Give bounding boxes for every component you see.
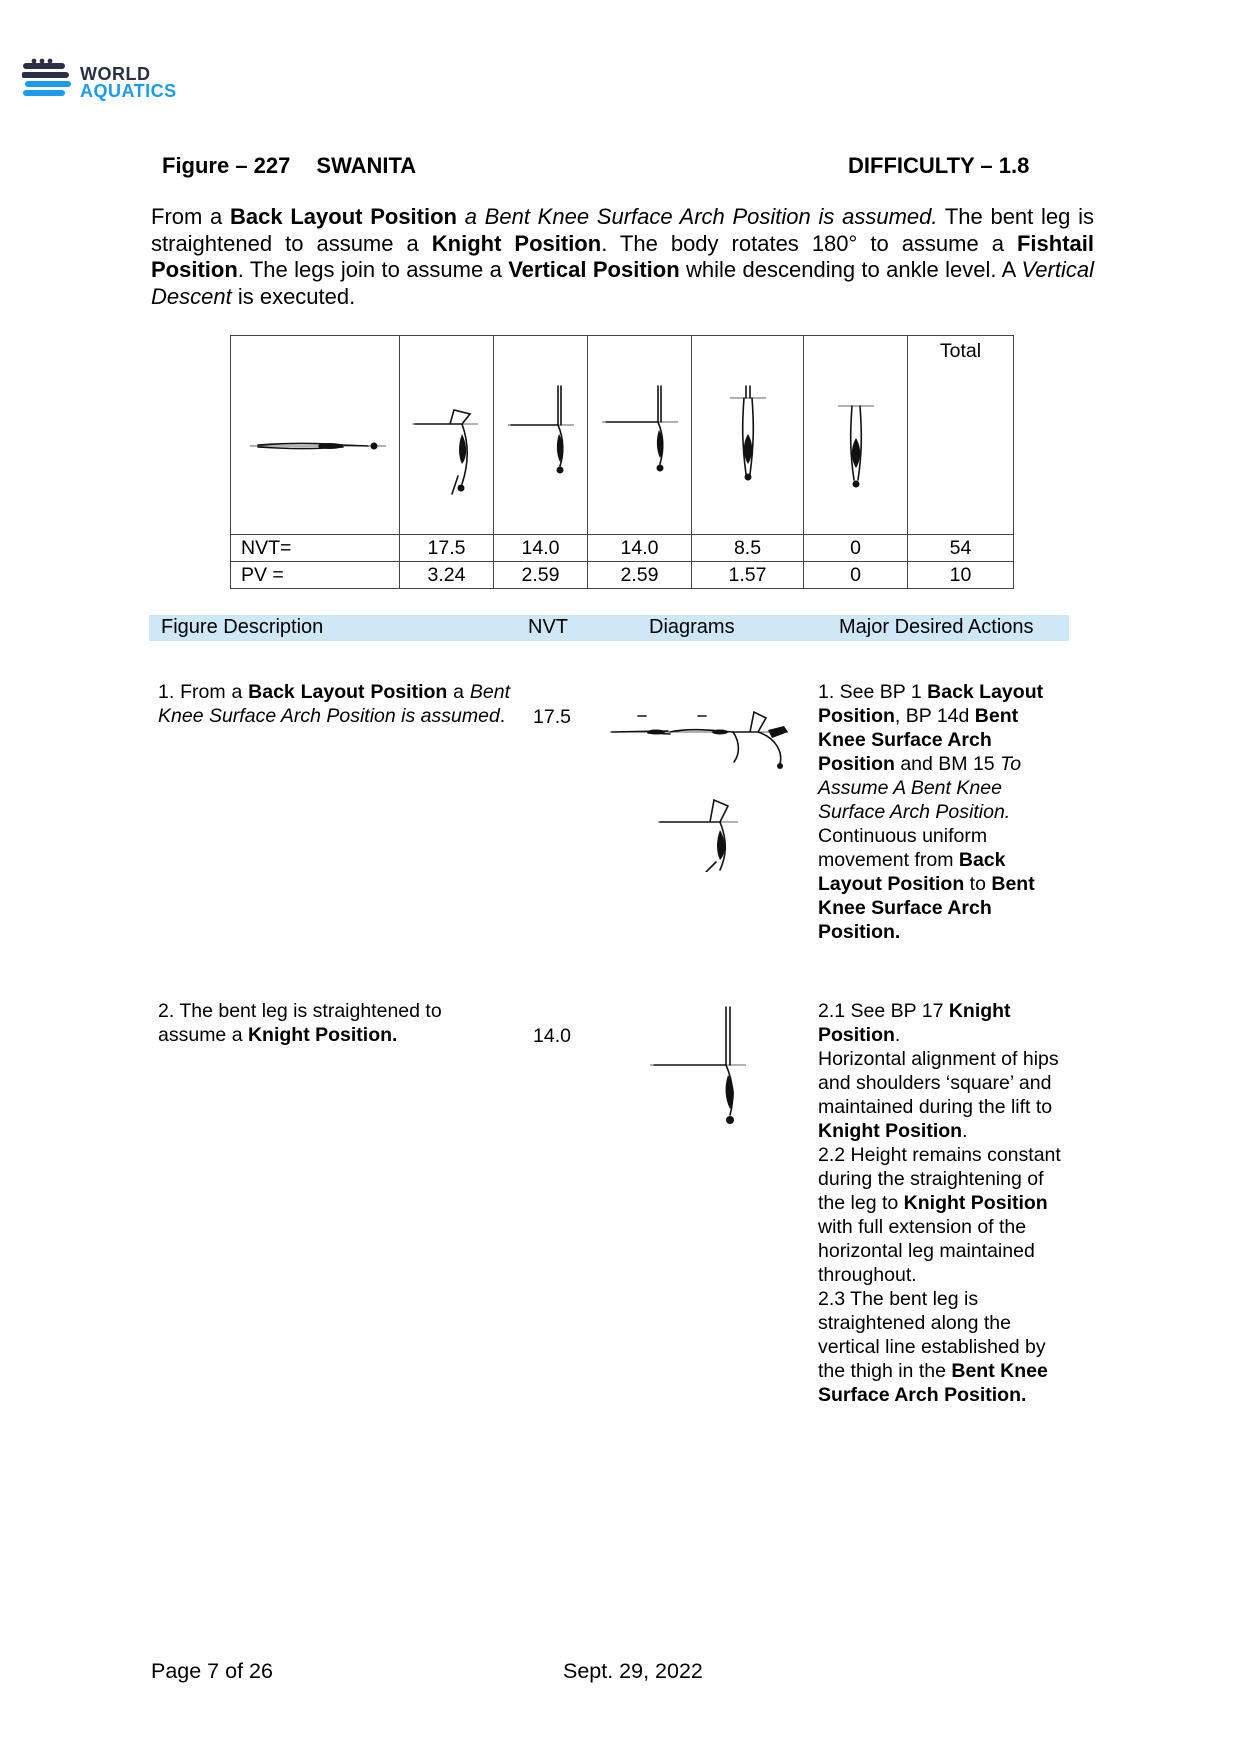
logo-line-2: AQUATICS xyxy=(80,81,177,101)
col-major-desired-actions: Major Desired Actions xyxy=(839,616,1034,638)
nvt-label: NVT= xyxy=(231,535,400,562)
figure-title xyxy=(162,153,416,179)
nvt-cell: 14.0 xyxy=(588,535,692,562)
col-figure-description: Figure Description xyxy=(161,616,324,638)
score-table xyxy=(230,335,1014,589)
row2-knight-diagram-icon xyxy=(648,1005,748,1130)
row2-actions: 2.1 See BP 17 Knight Position. Horizontal alignment of hips and shoulders ‘square’ and maintained during the lift to Knight Position. 2.2 Height remains constant during the straightening of the leg to Knight Position with full extension of the horizontal leg maintained throughout. 2.3 The bent leg is straightened along the vertical line established by the thigh in the Bent Knee Surface Arch Position. xyxy=(818,1000,1061,1406)
pv-cell: 2.59 xyxy=(494,562,588,589)
pv-cell: 0 xyxy=(804,562,908,589)
nvt-cell: 17.5 xyxy=(400,535,494,562)
description-header-band xyxy=(149,615,1069,641)
diagram-cell-knight-1 xyxy=(494,336,588,535)
diagram-cell-vertical xyxy=(692,336,804,535)
fishtail-figure-icon xyxy=(600,384,680,479)
logo-line-1: WORLD xyxy=(80,64,151,84)
back-layout-figure-icon xyxy=(248,431,388,461)
logo-wordmark xyxy=(80,66,177,100)
pv-cell: 2.59 xyxy=(588,562,692,589)
pv-total-cell: 10 xyxy=(908,562,1014,589)
total-header: Total xyxy=(908,336,1014,535)
nvt-total-cell: 54 xyxy=(908,535,1014,562)
document-date: Sept. 29, 2022 xyxy=(563,1659,703,1683)
pv-cell: 3.24 xyxy=(400,562,494,589)
vertical-descent-figure-icon xyxy=(836,398,876,498)
nvt-cell: 8.5 xyxy=(692,535,804,562)
figure-name: SWANITA xyxy=(316,153,417,178)
col-diagrams: Diagrams xyxy=(649,616,735,638)
pv-label: PV = xyxy=(231,562,400,589)
nvt-cell: 0 xyxy=(804,535,908,562)
knight-figure-icon xyxy=(506,384,576,479)
diagram-cell-knight-2 xyxy=(588,336,692,535)
figure-intro-paragraph: From a Back Layout Position a Bent Knee Surface Arch Position is assumed. The bent leg is straightened to assume a Knight Position. The body rotates 180° to assume a Fishtail Position. The legs join to assume a Vertical Position while descending to ankle level. A Vertical Descent is executed. xyxy=(151,204,1094,309)
bent-knee-arch-figure-icon xyxy=(410,406,480,496)
figure-number: Figure – 227 xyxy=(162,153,291,178)
nvt-cell: 14.0 xyxy=(494,535,588,562)
vertical-figure-icon xyxy=(728,384,768,484)
col-nvt: NVT xyxy=(528,616,568,638)
row1-description: 1. From a Back Layout Position a Bent Knee Surface Arch Position is assumed. xyxy=(158,681,510,727)
row1-nvt: 17.5 xyxy=(533,706,571,728)
page-number: Page 7 of 26 xyxy=(151,1659,273,1683)
diagram-cell-bent-knee xyxy=(400,336,494,535)
difficulty-rating: DIFFICULTY – 1.8 xyxy=(848,153,1030,178)
row2-description: 2. The bent leg is straightened to assume a Knight Position. xyxy=(158,1000,442,1046)
row1-actions: 1. See BP 1 Back Layout Position, BP 14d Bent Knee Surface Arch Position and BM 15 To Assume A Bent Knee Surface Arch Position. Continuous uniform movement from Back Layout Position to Bent Knee Surface Arch Position. xyxy=(818,681,1044,943)
row2-nvt: 14.0 xyxy=(533,1025,571,1047)
pv-cell: 1.57 xyxy=(692,562,804,589)
diagram-cell-vertical-descent xyxy=(804,336,908,535)
diagram-cell-back-layout xyxy=(231,336,400,535)
row1-diagram-icon xyxy=(608,702,793,872)
